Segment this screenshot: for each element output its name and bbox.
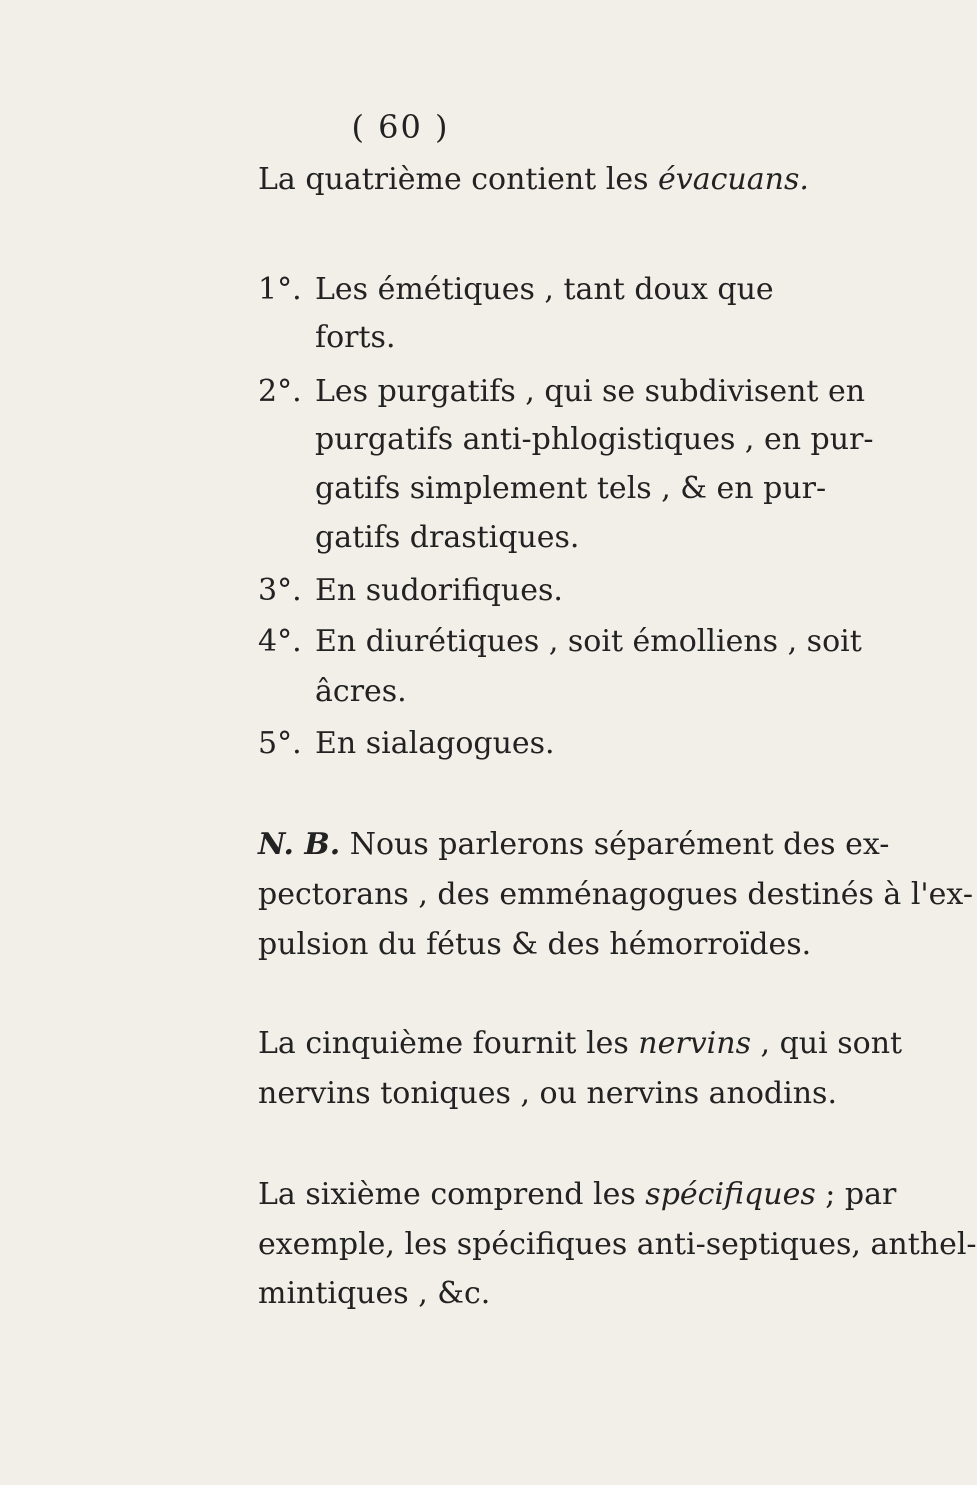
paragraph-intro-text: La quatrième contient les bbox=[258, 162, 659, 197]
paragraph-intro-italic: évacuans. bbox=[658, 162, 809, 197]
list-item-number: 3°. bbox=[258, 573, 302, 608]
paragraph-specifiques bbox=[258, 1175, 897, 1215]
list-item-number: 2°. bbox=[258, 374, 302, 409]
list-item-line: gatifs simplement tels , & en pur- bbox=[315, 471, 827, 506]
list-item-line: purgatifs anti-phlogistiques , en pur- bbox=[315, 422, 874, 457]
note-text: Nous parlerons séparément des ex- bbox=[340, 827, 890, 862]
list-item-line: forts. bbox=[315, 320, 396, 355]
paragraph-text: , qui sont bbox=[750, 1026, 903, 1061]
note-line: pectorans , des emménagogues destinés à l'ex- bbox=[258, 877, 973, 912]
note-line: pulsion du fétus & des hémorroïdes. bbox=[258, 927, 812, 962]
list-item-line: Les émétiques , tant doux que bbox=[315, 272, 774, 307]
paragraph-text: La sixième comprend les bbox=[258, 1177, 646, 1212]
list-item-number: 4°. bbox=[258, 624, 302, 659]
list-item-line: En sialagogues. bbox=[315, 726, 555, 761]
paragraph-line: mintiques , &c. bbox=[258, 1276, 491, 1311]
page-number: ( 60 ) bbox=[351, 108, 450, 146]
paragraph-line: nervins toniques , ou nervins anodins. bbox=[258, 1076, 837, 1111]
note-line bbox=[258, 825, 890, 865]
list-item-line: gatifs drastiques. bbox=[315, 520, 580, 555]
paragraph-line: exemple, les spécifiques anti-septiques, anthel- bbox=[258, 1227, 977, 1262]
list-item-number: 1°. bbox=[258, 272, 302, 307]
paragraph-italic: nervins bbox=[638, 1026, 751, 1061]
note-prefix: N. B. bbox=[258, 827, 341, 862]
paragraph-intro bbox=[258, 160, 809, 200]
paragraph-nervins bbox=[258, 1024, 903, 1064]
paragraph-text: ; par bbox=[815, 1177, 897, 1212]
paragraph-italic: spécifiques bbox=[645, 1177, 816, 1212]
list-item-line: En sudorifiques. bbox=[315, 573, 563, 608]
list-item-line: Les purgatifs , qui se subdivisent en bbox=[315, 374, 866, 409]
list-item-line: âcres. bbox=[315, 674, 407, 709]
list-item-number: 5°. bbox=[258, 726, 302, 761]
paragraph-text: La cinquième fournit les bbox=[258, 1026, 639, 1061]
list-item-line: En diurétiques , soit émolliens , soit bbox=[315, 624, 862, 659]
